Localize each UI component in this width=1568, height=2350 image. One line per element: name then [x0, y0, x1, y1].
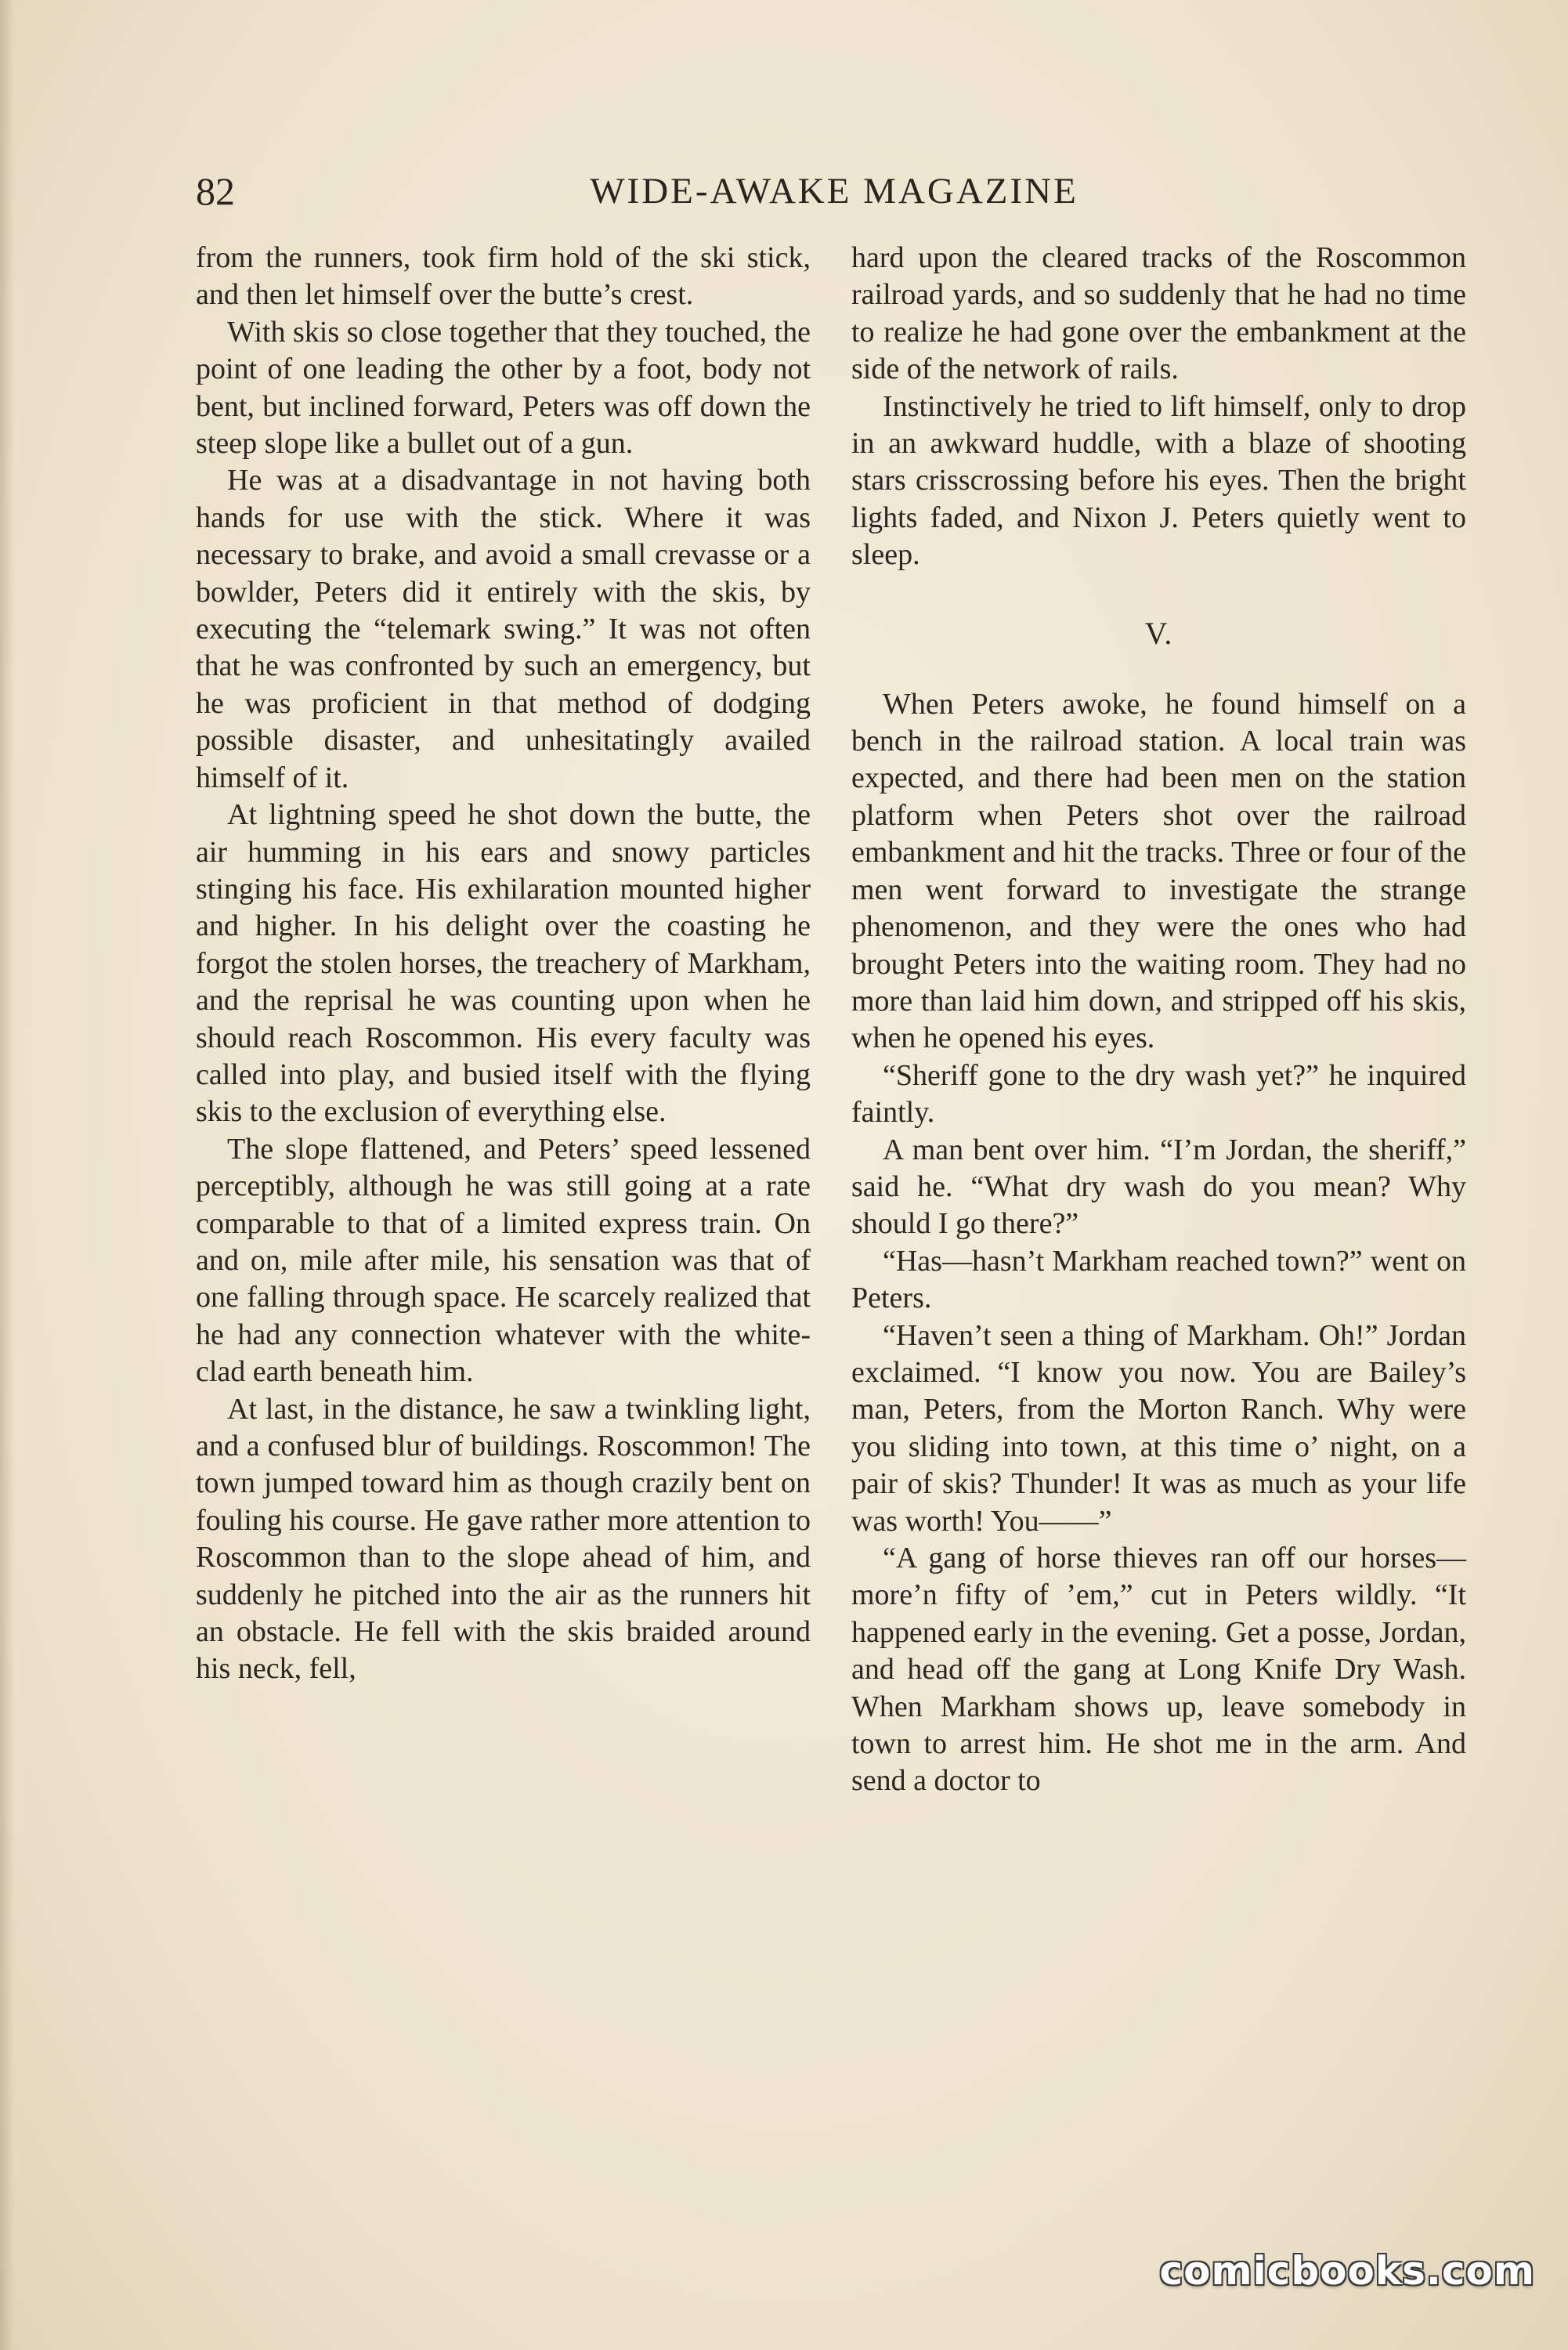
paragraph: He was at a disadvantage in not having both hands for use with the stick. Where it was necessary to brake, and avoid a small crevasse or a bowlder, Peters did it entirely with the skis, by executing the “telemark swing.” It was not often that he was confronted by such an emergency, but he was proficient in that method of dodging possible disaster, and unhesitatingly availed himself of it. [196, 464, 811, 794]
paragraph: With skis so close together that they touched, the point of one leading the other by a foot, body not bent, but inclined forward, Peters was off down the steep slope like a bullet out of a gun. [196, 315, 811, 461]
paragraph: “Sheriff gone to the dry wash yet?” he inquired faintly. [851, 1058, 1466, 1130]
paragraph: “A gang of horse thieves ran off our horses—more’n fifty of ’em,” cut in Peters wildly. “It happened early in the evening. Get a posse, Jordan, and head off the gang at Long Knife Dry Wash. When Markham shows up, leave somebody in town to arrest him. He shot me in the arm. And send a doctor to [851, 1542, 1466, 1798]
section-heading: V. [1144, 615, 1173, 651]
running-head: WIDE-AWAKE MAGAZINE [590, 171, 1078, 212]
paragraph: “Has—hasn’t Markham reached town?” went on Peters. [851, 1244, 1466, 1315]
page-edge-shadow [0, 0, 14, 2350]
page-header [196, 168, 1472, 215]
paragraph: A man bent over him. “I’m Jordan, the sheriff,” said he. “What dry wash do you mean? Why should I go there?” [851, 1133, 1466, 1241]
right-column [851, 240, 1466, 1800]
paragraph: from the runners, took firm hold of the ski stick, and then let himself over the butte’s crest. [196, 241, 811, 312]
paragraph: At last, in the distance, he saw a twinkling light, and a confused blur of buildings. Roscommon! The town jumped toward him as though crazily bent on fouling his course. He gave rather more attention to Roscommon than to the slope ahead of him, and suddenly he pitched into the air as the runners hit an obstacle. He fell with the skis braided around his neck, fell, [196, 1392, 811, 1686]
left-column [196, 240, 811, 1688]
page-number: 82 [196, 169, 235, 213]
paragraph: The slope flattened, and Peters’ speed lessened perceptibly, although he was still going at a rate comparable to that of a limited express train. On and on, mile after mile, his sensation was that of one falling through space. He scarcely realized that he had any connection whatever with the white-clad earth beneath him. [196, 1132, 811, 1389]
paragraph: hard upon the cleared tracks of the Roscommon railroad yards, and so suddenly that he had no time to realize he had gone over the embankment at the side of the network of rails. [851, 241, 1466, 386]
watermark: comicbooks.com [1159, 2248, 1535, 2294]
paragraph: “Haven’t seen a thing of Markham. Oh!” Jordan exclaimed. “I know you now. You are Bailey’s man, Peters, from the Morton Ranch. Why were you sliding into town, at this time o’ night, on a pair of skis? Thunder! It was as much as your life was worth! You——” [851, 1318, 1466, 1538]
paragraph: Instinctively he tried to lift himself, only to drop in an awkward huddle, with a blaze of shooting stars crisscrossing before his eyes. Then the bright lights faded, and Nixon J. Peters quietly went to sleep. [851, 389, 1466, 572]
paragraph: When Peters awoke, he found himself on a bench in the railroad station. A local train was expected, and there had been men on the station platform when Peters shot over the railroad embankment and hit the tracks. Three or four of the men went forward to investigate the strange phenomenon, and they were the ones who had brought Peters into the waiting room. They had no more than laid him down, and stripped off his skis, when he opened his eyes. [851, 687, 1466, 1055]
paragraph: At lightning speed he shot down the butte, the air humming in his ears and snowy particles stinging his face. His exhilaration mounted higher and higher. In his delight over the coasting he forgot the stolen horses, the treachery of Markham, and the reprisal he was counting upon when he should reach Roscommon. His every faculty was called into play, and busied itself with the flying skis to the exclusion of everything else. [196, 798, 811, 1129]
